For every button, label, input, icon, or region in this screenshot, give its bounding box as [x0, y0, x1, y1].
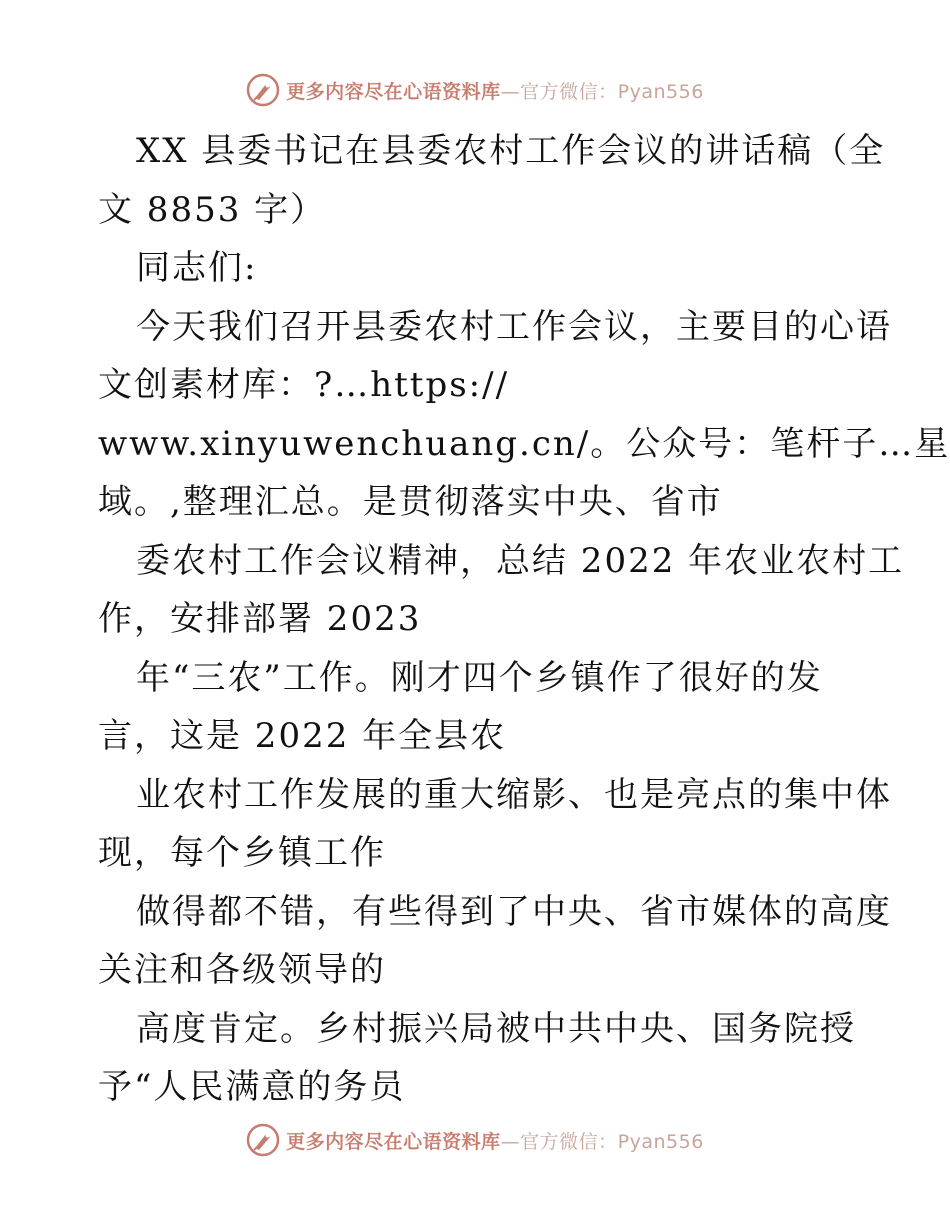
text-line: 今天我们召开县委农村工作会议，主要目的心语 — [136, 306, 892, 347]
text-line: 做得都不错，有些得到了中央、省市媒体的高度 — [136, 891, 892, 932]
text-line: 域。,整理汇总。是贯彻落实中央、省市 — [98, 482, 723, 522]
text-line: 文 8853 字） — [98, 189, 327, 230]
text-line: 业农村工作发展的重大缩影、也是亮点的集中体 — [136, 774, 892, 815]
watermark-banner-top — [0, 70, 950, 110]
text-line: XX 县委书记在县委农村工作会议的讲话稿（全 — [136, 131, 886, 171]
text-line: 作，安排部署 2023 — [98, 599, 422, 639]
text-line: 关注和各级领导的 — [98, 950, 386, 990]
text-line: 言，这是 2022 年全县农 — [98, 716, 507, 756]
pen-nib-logo-icon — [246, 73, 280, 107]
text-line: 委农村工作会议精神，总结 2022 年农业农村工 — [136, 540, 905, 581]
watermark-text: 更多内容尽在心语资料库—官方微信：Pyan556 — [286, 1130, 704, 1153]
text-line: 文创素材库：?…https:// — [98, 365, 510, 405]
watermark-text: 更多内容尽在心语资料库—官方微信：Pyan556 — [286, 80, 704, 103]
text-line: 予“人民满意的务员 — [98, 1067, 406, 1107]
text-line: 同志们: — [136, 248, 258, 288]
text-line: 现，每个乡镇工作 — [98, 833, 386, 873]
text-line: www.xinyuwenchuang.cn/。公众号：笔杆子…星 — [98, 423, 950, 464]
document-body — [98, 122, 950, 1117]
text-line: 高度肯定。乡村振兴局被中共中央、国务院授 — [136, 1008, 856, 1049]
pen-nib-logo-icon — [246, 1123, 280, 1157]
text-line: 年“三农”工作。刚才四个乡镇作了很好的发 — [136, 657, 823, 698]
watermark-banner-bottom — [0, 1120, 950, 1160]
